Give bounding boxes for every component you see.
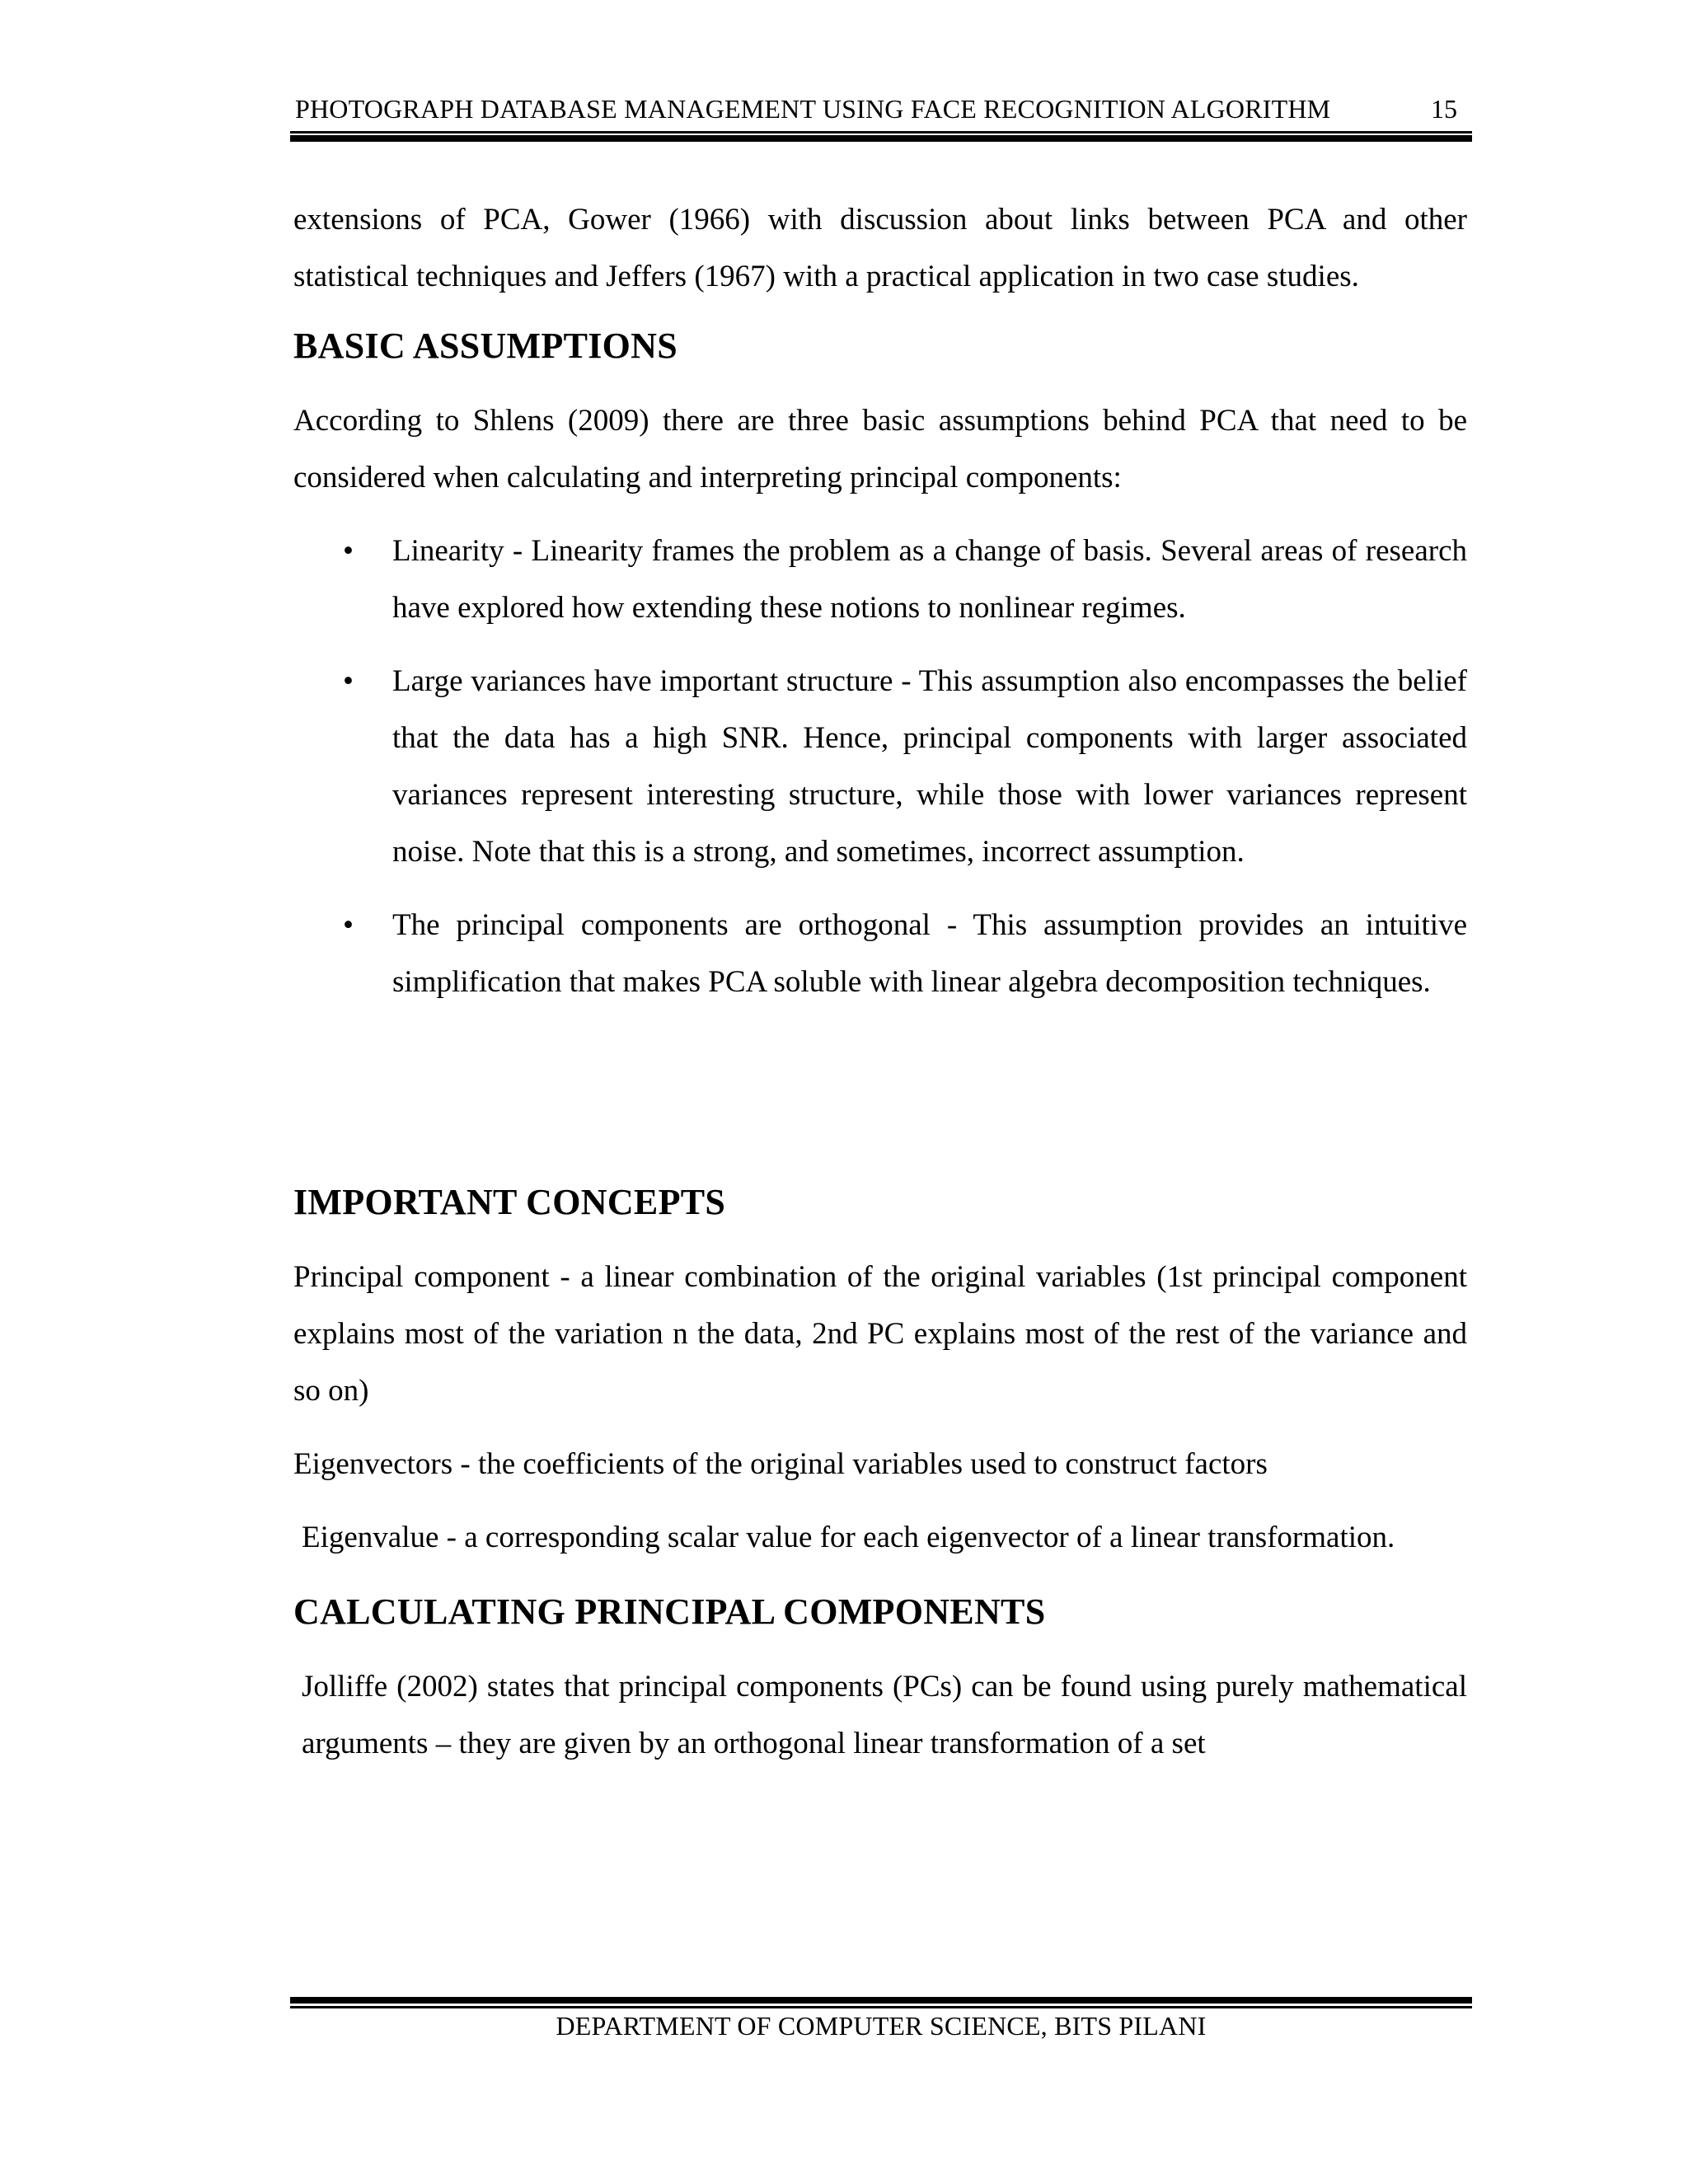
list-item xyxy=(293,897,1467,1010)
running-header xyxy=(293,94,1472,135)
running-footer xyxy=(290,2011,1472,2041)
intro-paragraph: extensions of PCA, Gower (1966) with discussion about links between PCA and other statistical techniques and Jeffers (1967) with a practical application in two case studies. xyxy=(293,203,1467,293)
list-item xyxy=(293,653,1467,880)
header-rule-thick xyxy=(290,135,1472,142)
heading-important-concepts: IMPORTANT CONCEPTS xyxy=(293,1182,726,1222)
concept-principal-component: Principal component - a linear combination of the original variables (1st principal component explains most of the variation n the data, 2nd PC explains most of the rest of the variance and so on) xyxy=(293,1260,1467,1408)
calculating-paragraph: Jolliffe (2002) states that principal components (PCs) can be found using purely mathematical arguments – they are given by an orthogonal linear transformation of a set xyxy=(302,1670,1467,1760)
heading-calculating-principal-components: CALCULATING PRINCIPAL COMPONENTS xyxy=(293,1591,1046,1632)
footer-text: DEPARTMENT OF COMPUTER SCIENCE, BITS PILANI xyxy=(556,2011,1207,2041)
bullet-marker: • xyxy=(343,534,354,568)
concept-eigenvalue: Eigenvalue - a corresponding scalar value for each eigenvector of a linear transformation. xyxy=(302,1521,1395,1554)
footer-rule-thick xyxy=(290,1997,1472,2004)
heading-basic-assumptions: BASIC ASSUMPTIONS xyxy=(293,326,678,366)
page-number: 15 xyxy=(1431,94,1457,124)
vertical-gap xyxy=(293,1010,1467,1178)
list-item-text: Large variances have important structure - This assumption also encompasses the belief that the data has a high SNR. Hence, principal components with larger associated variances represent interesting structure, while those with lower variances represent noise. Note that this is a strong, and sometimes, incorrect assumption. xyxy=(392,664,1467,869)
document-body xyxy=(293,191,1467,1772)
assumptions-list xyxy=(293,523,1467,1010)
bullet-marker: • xyxy=(343,908,354,942)
header-rule-thin xyxy=(290,131,1472,134)
header-title: PHOTOGRAPH DATABASE MANAGEMENT USING FACE RECOGNITION ALGORITHM xyxy=(295,94,1331,124)
concept-eigenvectors: Eigenvectors - the coefficients of the original variables used to construct factors xyxy=(293,1447,1268,1481)
list-item xyxy=(293,523,1467,636)
basic-assumptions-paragraph: According to Shlens (2009) there are three basic assumptions behind PCA that need to be considered when calculating and interpreting principal components: xyxy=(293,404,1467,494)
bullet-marker: • xyxy=(343,664,354,698)
list-item-text: Linearity - Linearity frames the problem as a change of basis. Several areas of research have explored how extending these notions to nonlinear regimes. xyxy=(392,534,1467,625)
list-item-text: The principal components are orthogonal - This assumption provides an intuitive simplification that makes PCA soluble with linear algebra decomposition techniques. xyxy=(392,908,1467,999)
footer-rule-thin xyxy=(290,2006,1472,2008)
